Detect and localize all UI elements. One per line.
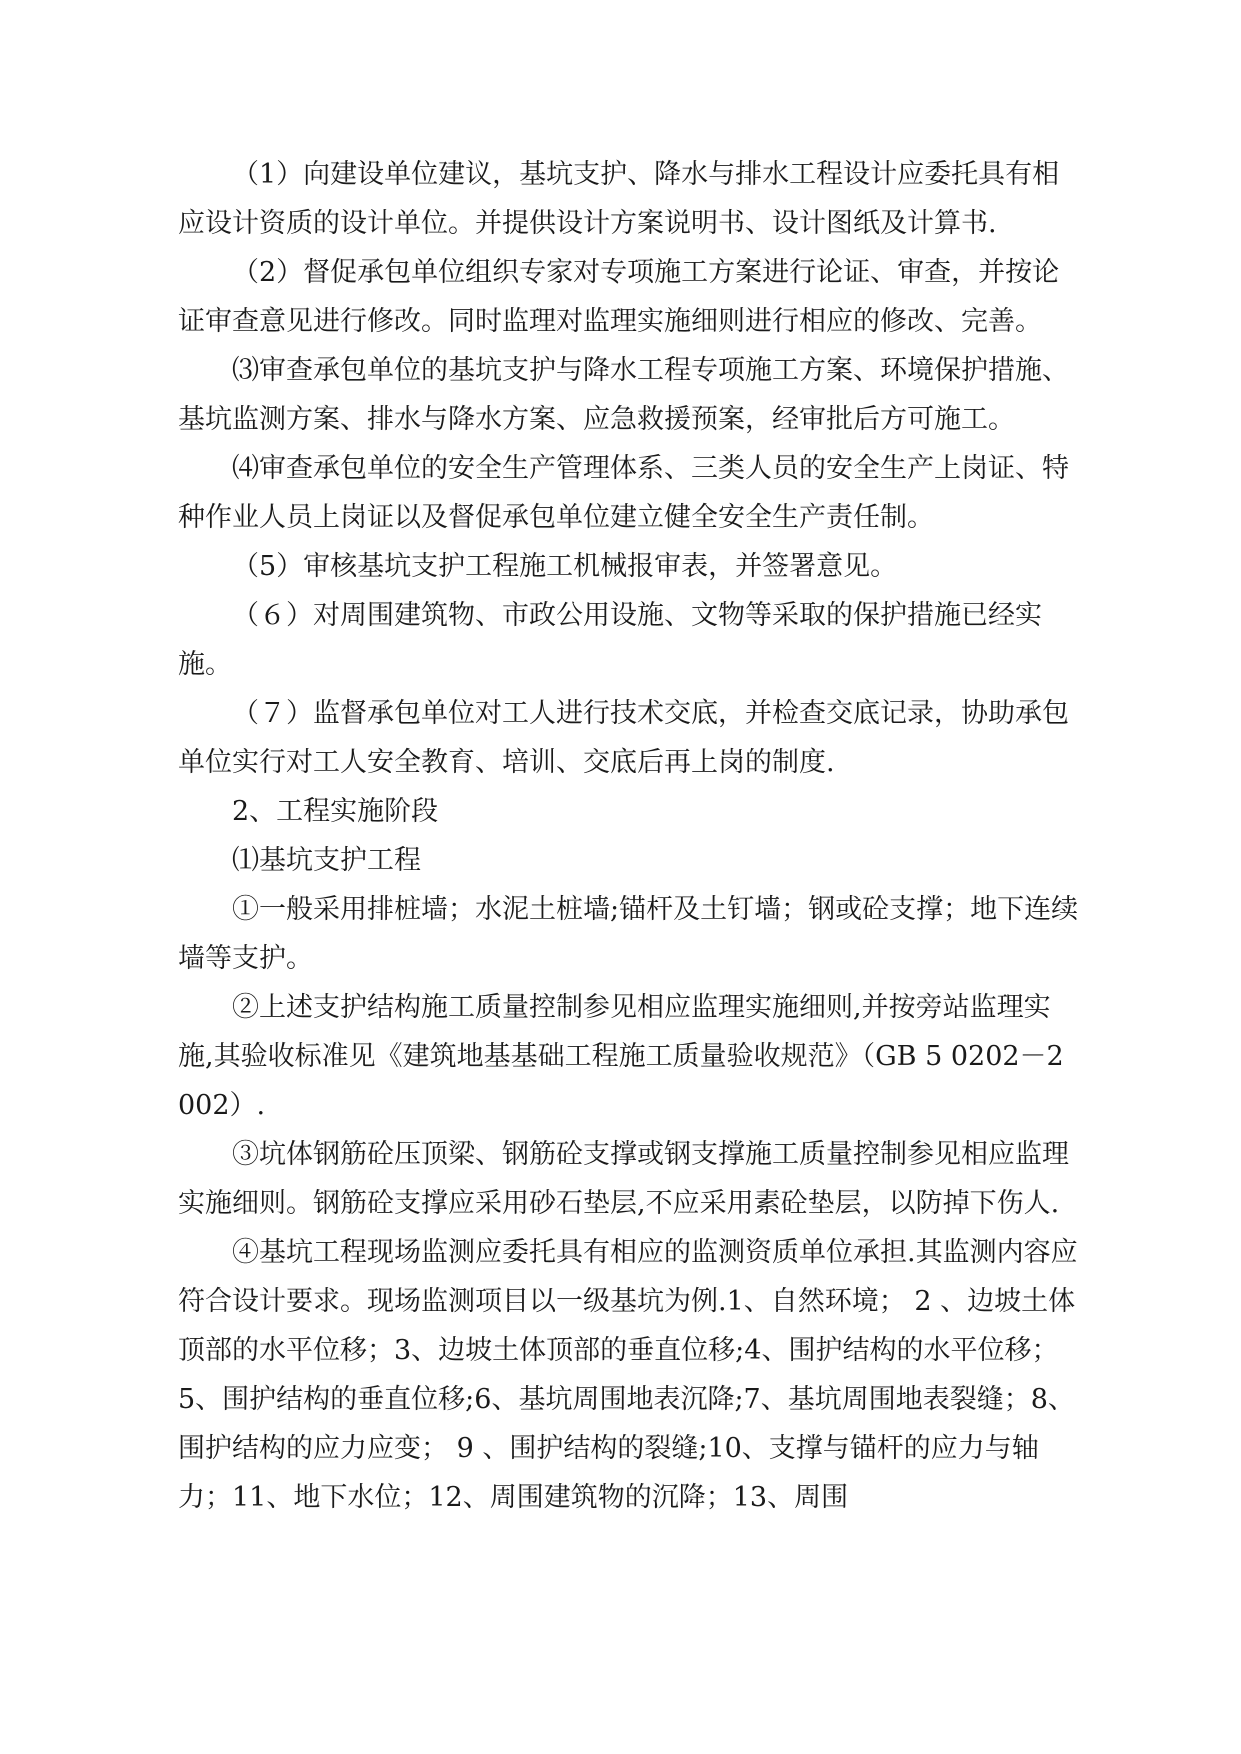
paragraph-expert-review: （2）督促承包单位组织专家对专项施工方案进行论证、审查，并按论证审查意见进行修改。同时监理对监理实施细则进行相应的修改、完善。 <box>178 257 1060 337</box>
paragraph-safety-system: ⑷审查承包单位的安全生产管理体系、三类人员的安全生产上岗证、特种作业人员上岗证以及督促承包单位建立健全安全生产责任制。 <box>178 453 1069 533</box>
subsection-heading-support: ⑴基坑支护工程 <box>232 845 421 876</box>
paragraph-quality-control: ②上述支护结构施工质量控制参见相应监理实施细则,并按旁站监理实施,其验收标准见《建筑地基基础工程施工质量验收规范》（GB 5 0202－2 002）. <box>178 992 1064 1121</box>
paragraph-review-plans: ⑶审查承包单位的基坑支护与降水工程专项施工方案、环境保护措施、基坑监测方案、排水与降水方案、应急救援预案，经审批后方可施工。 <box>178 355 1069 435</box>
paragraph-worker-briefing: （７）监督承包单位对工人进行技术交底，并检查交底记录，协助承包单位实行对工人安全教育、培训、交底后再上岗的制度. <box>178 698 1069 778</box>
paragraph-design-entrust: （1）向建设单位建议，基坑支护、降水与排水工程设计应委托具有相应设计资质的设计单位。并提供设计方案说明书、设计图纸及计算书. <box>178 159 1060 239</box>
section-heading-implementation: 2、工程实施阶段 <box>232 796 439 827</box>
paragraph-machinery-review: （5）审核基坑支护工程施工机械报审表，并签署意见。 <box>232 551 898 582</box>
paragraph-support-types: ①一般采用排桩墙；水泥土桩墙;锚杆及土钉墙；钢或砼支撑；地下连续墙等支护。 <box>178 894 1079 974</box>
paragraph-protection-measures: （６）对周围建筑物、市政公用设施、文物等采取的保护措施已经实施。 <box>178 600 1042 680</box>
document-body <box>178 150 1085 1522</box>
paragraph-beam-support: ③坑体钢筋砼压顶梁、钢筋砼支撑或钢支撑施工质量控制参见相应监理实施细则。钢筋砼支撑应采用砂石垫层,不应采用素砼垫层，以防掉下伤人. <box>178 1139 1069 1219</box>
paragraph-site-monitoring: ④基坑工程现场监测应委托具有相应的监测资质单位承担.其监测内容应符合设计要求。现场监测项目以一级基坑为例.1、自然环境； 2 、边坡土体顶部的水平位移；3、边坡土体顶部的垂直位移;4、围护结构的水平位移；5、围护结构的垂直位移;6、基坑周围地表沉降;7、基坑周围地表裂缝；8、围护结构的应力应变； 9 、围护结构的裂缝;10、支撑与锚杆的应力与轴力；11、地下水位；12、周围建筑物的沉降；13、周围 <box>178 1237 1078 1513</box>
